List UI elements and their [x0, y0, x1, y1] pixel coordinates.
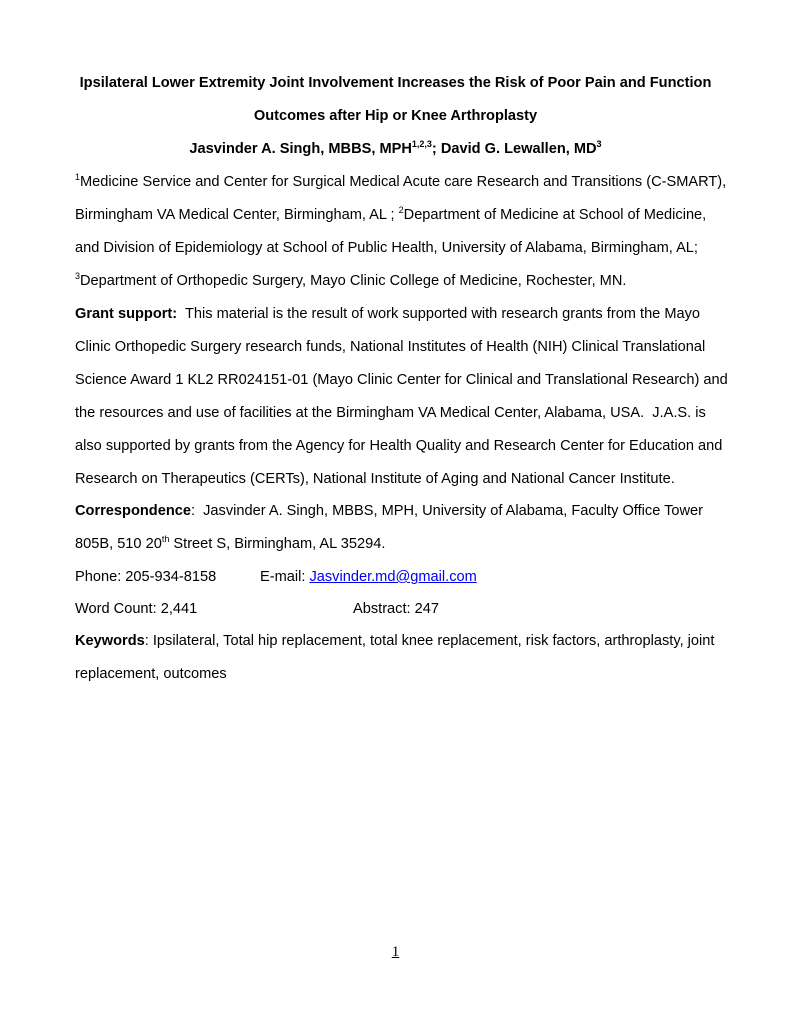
email-link[interactable]: Jasvinder.md@gmail.com [309, 569, 477, 585]
author-separator: ; [431, 141, 441, 157]
grant-line-2: Clinic Orthopedic Surgery research funds, National Institutes of Health (NIH) Clinical Translational [75, 339, 706, 355]
email-label: E-mail: [260, 569, 310, 585]
correspondence-text: : Jasvinder A. Singh, MBBS, MPH, University of Alabama, Faculty Office Tower [190, 503, 704, 519]
grant-support-label: Grant support: [75, 306, 178, 322]
grant-line-5: also supported by grants from the Agency for Health Quality and Research Center for Education and [75, 438, 723, 454]
email-line [260, 568, 477, 586]
correspondence-line-2 [75, 535, 385, 553]
author-2-affiliation-marks: 3 [596, 139, 602, 149]
affiliation-1-text: Medicine Service and Center for Surgical Medical Acute care Research and Transitions (C-SMART), [80, 174, 727, 190]
author-1-name: Jasvinder A. Singh, MBBS, MPH [189, 141, 412, 157]
correspondence-address-start: 805B, 510 20 [75, 536, 162, 552]
street-ordinal-suffix: th [161, 534, 170, 544]
correspondence-address-end: Street S, Birmingham, AL 35294. [169, 536, 386, 552]
affiliation-line-1 [75, 173, 726, 191]
grant-line-6: Research on Therapeutics (CERTs), National Institute of Aging and National Cancer Institute. [75, 471, 675, 487]
abstract-count: Abstract: 247 [353, 601, 439, 617]
affiliation-1-mark: 1 [75, 172, 81, 182]
author-1-affiliation-marks: 1,2,3 [411, 139, 432, 149]
affiliation-line-3: and Division of Epidemiology at School of Public Health, University of Alabama, Birmingham, AL; [75, 240, 698, 256]
word-count: Word Count: 2,441 [75, 601, 198, 617]
correspondence-label: Correspondence [75, 503, 191, 519]
keywords-line-1 [75, 632, 714, 650]
grant-line-3: Science Award 1 KL2 RR024151-01 (Mayo Clinic Center for Clinical and Translational Research) and [75, 372, 728, 388]
affiliation-line-4 [75, 272, 626, 290]
correspondence-line-1 [75, 502, 703, 520]
keywords-line-2: replacement, outcomes [75, 666, 227, 682]
title-line-2: Outcomes after Hip or Knee Arthroplasty [253, 108, 538, 124]
author-line [0, 140, 791, 158]
affiliation-line-2 [75, 206, 706, 224]
keywords-label: Keywords [75, 633, 145, 649]
page-number: 1 [391, 944, 400, 960]
phone-number: Phone: 205-934-8158 [75, 569, 217, 585]
affiliation-1-continued: Birmingham VA Medical Center, Birmingham, AL ; [75, 207, 399, 223]
grant-line-1 [75, 305, 700, 323]
grant-line-4: the resources and use of facilities at the Birmingham VA Medical Center, Alabama, USA. J.A.S. is [75, 405, 706, 421]
grant-text-1: This material is the result of work supported with research grants from the Mayo [177, 306, 701, 322]
affiliation-2-text: Department of Medicine at School of Medicine, [403, 207, 707, 223]
author-2-name: David G. Lewallen, MD [440, 141, 597, 157]
affiliation-3-mark: 3 [75, 271, 81, 281]
affiliation-3-text: Department of Orthopedic Surgery, Mayo Clinic College of Medicine, Rochester, MN. [80, 273, 627, 289]
keywords-text: : Ipsilateral, Total hip replacement, total knee replacement, risk factors, arthroplasty, joint [144, 633, 715, 649]
title-line-1: Ipsilateral Lower Extremity Joint Involvement Increases the Risk of Poor Pain and Function [79, 75, 712, 91]
affiliation-2-mark: 2 [398, 205, 404, 215]
